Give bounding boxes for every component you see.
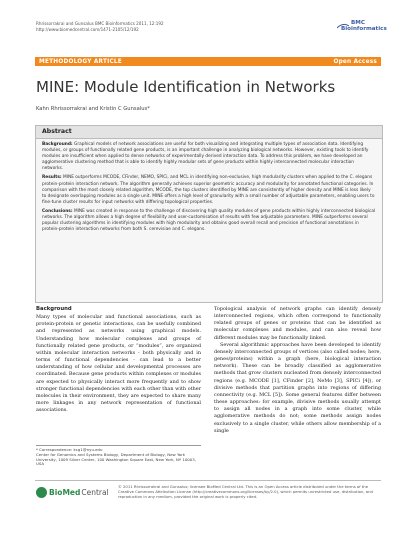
body-right-column — [214, 306, 381, 435]
biomed-central-logo-icon — [36, 487, 47, 498]
article-type-label: METHODOLOGY ARTICLE — [39, 58, 122, 65]
journal-logo-icon — [337, 22, 349, 30]
correspondence-email[interactable]: * Correspondence: kcg1@nyu.edu — [36, 447, 103, 452]
abstract-results-label: Results: — [42, 175, 62, 181]
abstract-heading: Abstract — [36, 126, 382, 139]
author-list: Kahn Rhrissorrakrai and Kristin C Gunsalus* — [36, 106, 150, 112]
logo-line-1: BMC — [351, 20, 365, 26]
correspondence-footnote — [36, 445, 201, 467]
body-paragraph: Topological analysis of network graphs can identify densely interconnected regions, which often correspond to functionally related groups of genes or proteins that can be identified as molecular complexes and modules, and can also reveal how different modules may be functionally linked. — [214, 306, 381, 341]
logo-line-2: Bioinformatics — [341, 26, 387, 33]
paper-title: MINE: Module Identification in Networks — [36, 78, 336, 96]
publisher-name-rest: Central — [81, 488, 109, 497]
abstract-background — [42, 142, 376, 172]
abstract-background-label: Background: — [42, 142, 73, 147]
body-paragraph: Several algorithmic approaches have been developed to identify densely interconnected groups of vertices (also called nodes; here, genes/proteins) within a graph (here, biological interaction network). These can be broadly classified as agglomerative methods that grow clusters nucleated from densely interconnected regions (e.g. MCODE [1], CFinder [2], NeMo [3], SPICi [4]), or divisive methods that partition graphs into regions of differing connectivity (e.g. MCL [5]). Some general features differ between these approaches: for example, divisive methods usually attempt to assign all nodes in a graph into some cluster, while agglomerative methods do not; some methods assign nodes exclusively to a single cluster, while others allow membership of a single — [214, 341, 381, 434]
abstract-background-text: Graphical models of network associations are useful for both visualizing and integrating multiple types of association data. Identifying modules, or groups of functionally related gene products, is an important challenge in analyzing biological networks. However, existing tools to identify modules are insufficient when applied to dense networks of experimentally derived interaction data. To address this problem, we have developed an agglomerative clustering method that is able to identify highly modular sets of gene products within highly interconnected molecular interaction networks. — [42, 142, 369, 172]
section-heading-background: Background — [36, 306, 72, 312]
abstract-conclusions-label: Conclusions: — [42, 208, 73, 214]
license-text: © 2011 Rhrissorrakrai and Gunsalus; licensee BioMed Central Ltd. This is an Open Access article distributed under the terms of the Creative Commons Attribution License (http://creativecommons.org/licenses/by/2.0), which permits unrestricted use, distribution, and reproduction in any medium, provided the original work is properly cited. — [118, 484, 373, 499]
article-type-banner — [35, 57, 381, 66]
body-left-column — [36, 306, 201, 414]
abstract-conclusions — [42, 209, 376, 233]
journal-logo — [341, 20, 387, 42]
citation-line: Rhrissorrakrai and Gunsalus BMC Bioinformatics 2011, 12:192 — [36, 21, 164, 26]
footer-divider — [35, 480, 381, 481]
body-paragraph: Many types of molecular and functional associations, such as protein-protein or genetic interactions, can be usefully combined and represented as networks using graphical models. Understanding how molecular complexes and groups of functionally related gene products, or “modules”, are organized within molecular interaction networks - both physically and in terms of functional dependencies - can lead to a better understanding of how cellular and developmental processes are coordinated. Because gene products within complexes or modules are expected to physically interact more frequently and to show stronger functional dependencies with each other than with other molecules in their environment, they are expected to share many more linkages in any network representation of functional associations. — [36, 314, 201, 414]
biomed-central-logo — [36, 487, 109, 498]
article-url[interactable]: http://www.biomedcentral.com/1471-2105/12/192 — [36, 27, 139, 32]
abstract-results-text: MINE outperforms MCODE, CFinder, NEMO, SPICi, and MCL in identifying non-exclusive, high modularity clusters when applied to the C. elegans protein-protein interaction network. The algorithm generally achieves superior geometric accuracy and modularity for annotated functional categories. In comparison with the most closely related algorithm, MCODE, the top clusters identified by MINE are consistently of higher density and MINE is less likely to designate overlapping modules as a single unit. MINE offers a high level of granularity with a small number of adjustable parameters, enabling users to fine-tune cluster results for input networks with differing topological properties. — [42, 175, 375, 205]
publisher-name-bold: BioMed — [49, 488, 81, 497]
abstract-conclusions-text: MINE was created in response to the challenge of discovering high quality modules of gene products within highly interconnected biological networks. The algorithm allows a high degree of flexibility and user-customisation of results with few adjustable parameters. MINE outperforms several popular clustering algorithms in identifying modules with high modularity and obtains good overall recall and precision of functional annotations in protein-protein interaction networks from both S. cerevisiae and C. elegans. — [42, 208, 376, 233]
abstract-box — [35, 125, 383, 303]
open-access-label: Open Access — [333, 58, 377, 65]
author-affiliation: Center for Genomics and Systems Biology, Department of Biology, New York University, 1009 Silver Center, 100 Washington Square East, New York, NY 10003, USA — [36, 451, 196, 467]
abstract-results — [42, 175, 376, 205]
